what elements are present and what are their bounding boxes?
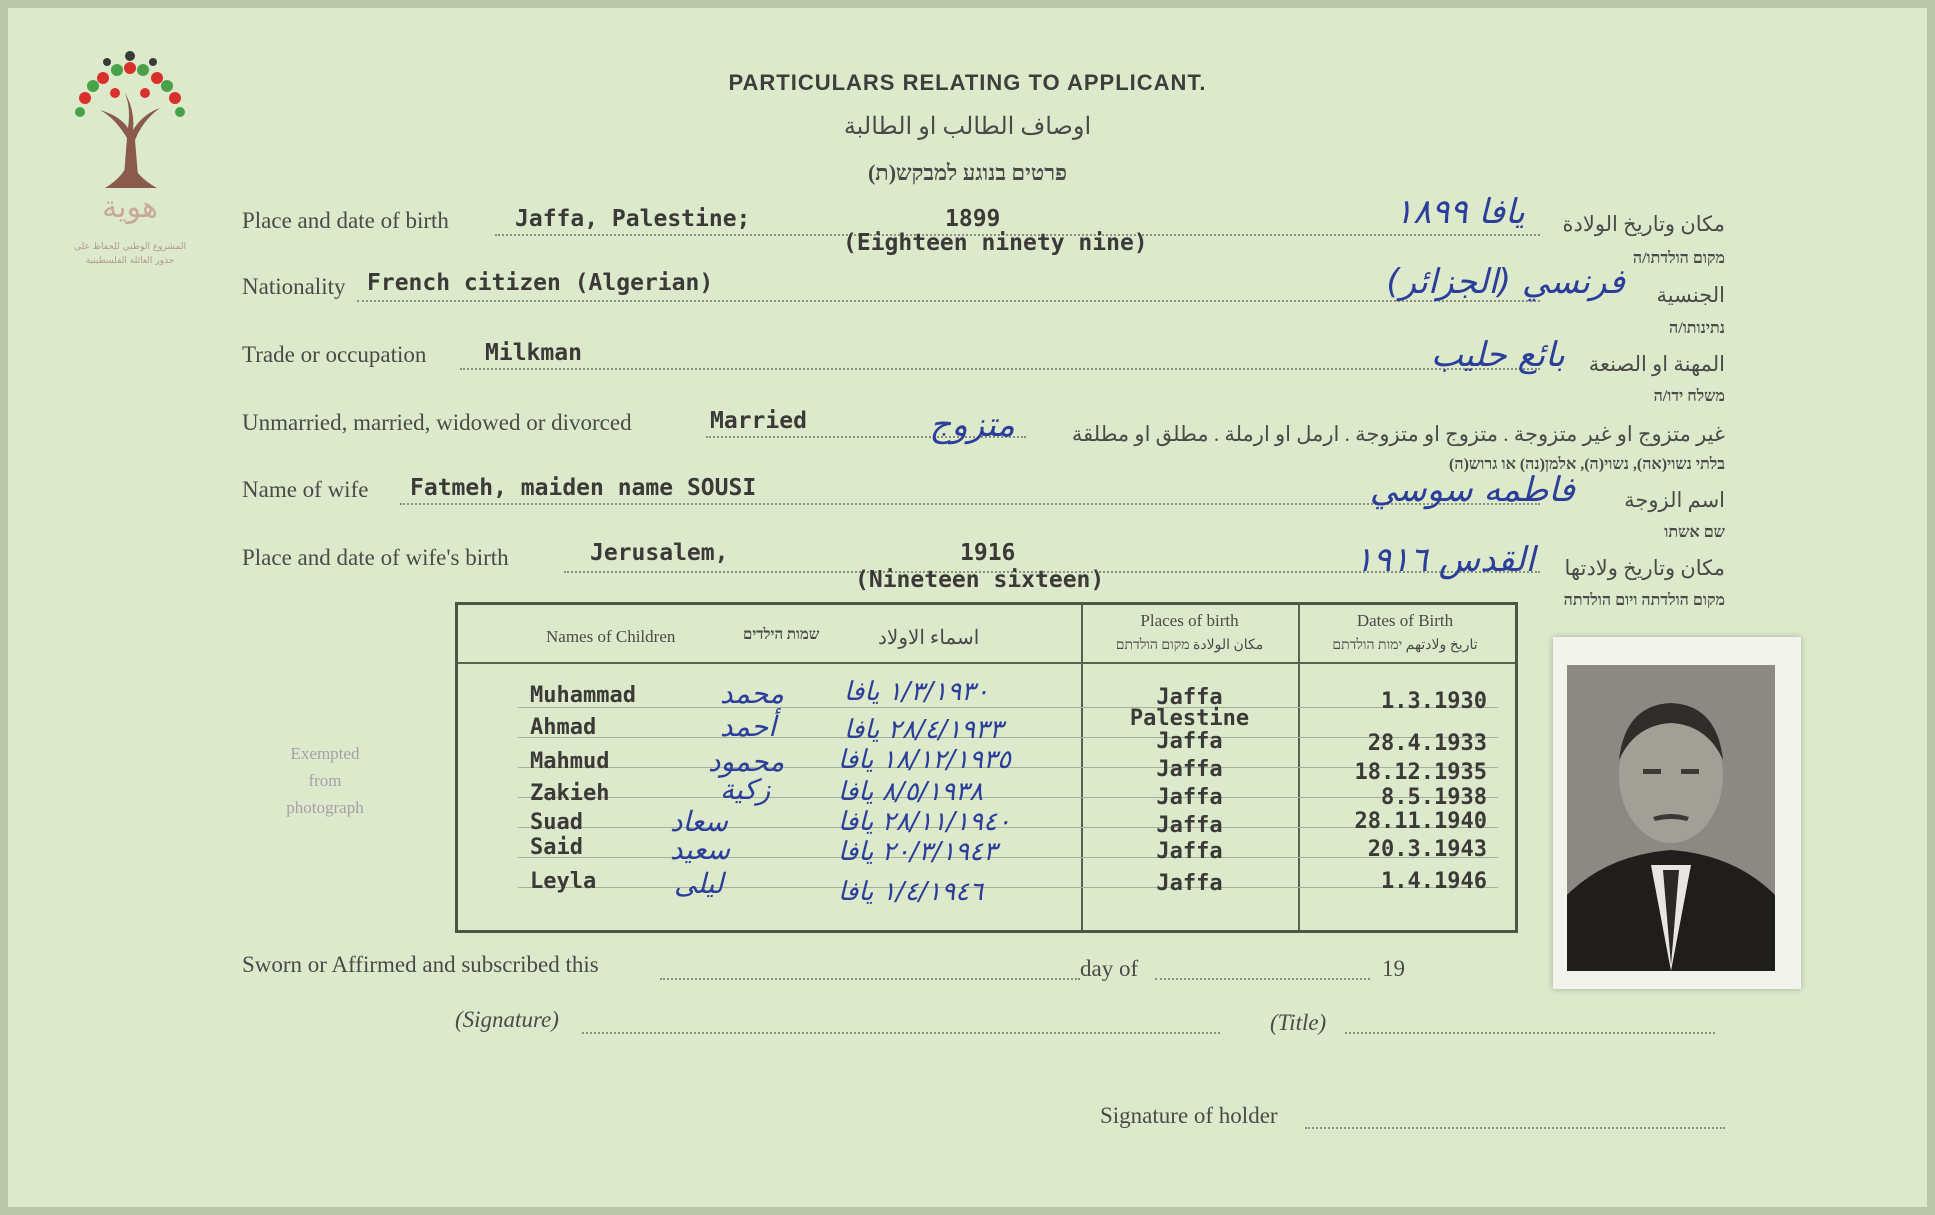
birth-label-hebrew: מקום הולדתו/ה [1632,250,1725,267]
wife-birth-label: Place and date of wife's birth [242,545,509,570]
logo-tagline-2: جذور العائلة الفلسطينية [85,256,175,266]
marital-handwritten: متزوج [929,405,1015,445]
year-prefix: 19 [1382,956,1405,981]
child-dob-arabic: ١/٣/١٩٣٠ يافا [844,677,990,707]
nationality-handwritten: فرنسي (الجزائر) [1386,262,1625,302]
nationality-dotted-line [357,300,1540,302]
birth-year-value: 1899 [945,206,1001,232]
marital-label-hebrew: בלתי נשוי(אה), נשוי(ה), אלמן(נה) או גרוש(ה) [1449,456,1725,473]
wife-label-arabic: اسم الزوجة [1624,488,1725,512]
nationality-label: Nationality [242,274,346,299]
row-rule [518,887,1498,888]
stamp-line: from [308,771,342,790]
birth-place-value: Jaffa, Palestine; [515,206,751,232]
child-name: Suad [530,810,583,835]
wife-value: Fatmeh, maiden name SOUSI [410,475,757,501]
header-names-en: Names of Children [546,627,676,646]
title-dotted-line [1345,1032,1715,1034]
wife-handwritten: فاطمه سوسي [1369,470,1575,510]
photo-exemption-stamp [265,740,385,821]
marital-label-arabic: غير متزوج او غير متزوجة . متزوج او متزوجة . ارمل او ارملة . مطلق او مطلقة [1071,422,1725,446]
child-name-arabic: ليلى [674,867,724,900]
day-of-label: day of [1080,956,1139,981]
occupation-label: Trade or occupation [242,342,427,367]
title-label: (Title) [1270,1010,1327,1035]
header-dates-en: Dates of Birth [1356,611,1454,630]
occupation-label-arabic: المهنة او الصنعة [1588,352,1725,376]
form-title: PARTICULARS RELATING TO APPLICANT. [728,70,1207,95]
header-places-en: Places of birth [1140,611,1239,630]
birth-handwritten: يافا ١٨٩٩ [1394,192,1525,232]
sworn-label: Sworn or Affirmed and subscribed this [242,952,599,977]
child-birth-place: Jaffa [1156,729,1223,754]
row-rule [518,737,1498,738]
child-dob-arabic: ١/٤/١٩٤٦ يافا [838,877,984,907]
holder-signature-dotted-line [1305,1127,1725,1129]
child-dob-arabic: ٨/٥/١٩٣٨ يافا [838,777,984,807]
child-birth-place: Jaffa [1156,785,1223,810]
child-name-arabic: محمد [720,677,784,710]
occupation-value: Milkman [485,340,582,366]
header-places-sub: مكان الولادة מקום הולדתם [1115,638,1264,653]
child-name: Mahmud [530,749,610,774]
birth-year-words: (Eighteen ninety nine) [843,230,1148,256]
child-birth-date: 28.11.1940 [1354,809,1487,834]
child-birth-date: 20.3.1943 [1367,837,1487,862]
child-dob-arabic: ٢٠/٣/١٩٤٣ يافا [838,837,998,867]
nationality-label-arabic: الجنسية [1656,283,1725,307]
logo-name: هوية [102,190,158,225]
wife-birth-year-words: (Nineteen sixteen) [855,567,1105,593]
child-birth-date: 1.3.1930 [1381,689,1487,714]
occupation-label-hebrew: משלח ידו/ה [1653,388,1725,405]
wife-birth-label-hebrew: מקום הולדתה ויום הולדתה [1563,592,1725,609]
sworn-dotted-line [660,978,1080,980]
wife-label: Name of wife [242,477,369,502]
child-birth-date: 18.12.1935 [1354,760,1487,785]
holder-signature-label: Signature of holder [1100,1103,1278,1128]
signature-dotted-line [582,1032,1220,1034]
table-header-rule [458,662,1515,664]
nationality-value: French citizen (Algerian) [367,270,714,296]
child-birth-place-extra: Palestine [1129,706,1250,731]
wife-label-hebrew: שם אשתו [1664,524,1725,541]
stamp-line: Exempted [290,744,360,763]
child-birth-date: 8.5.1938 [1381,785,1487,810]
child-name: Ahmad [530,715,597,740]
stamp-line: photograph [286,798,364,817]
children-table [455,602,1518,933]
signature-label: (Signature) [455,1007,559,1032]
form-title-arabic: اوصاف الطالب او الطالبة [843,114,1092,140]
child-name-arabic: أحمد [720,710,776,743]
row-rule [518,797,1498,798]
marital-value: Married [710,408,807,434]
logo-tagline-1: المشروع الوطني للحفاظ على [73,242,186,252]
form-title-hebrew: פרטים בנוגע למבקש(ת) [867,160,1067,185]
occupation-handwritten: بائع حليب [1430,335,1565,375]
birth-label: Place and date of birth [242,208,449,233]
child-birth-place: Jaffa [1156,871,1223,896]
wife-birth-handwritten: القدس ١٩١٦ [1354,540,1535,580]
child-name: Zakieh [530,781,610,806]
child-dob-arabic: ١٨/١٢/١٩٣٥ يافا [838,745,1012,775]
child-name-arabic: سعاد [670,805,728,838]
row-rule [518,707,1498,708]
child-name-arabic: زكية [720,773,771,806]
row-rule [518,857,1498,858]
child-birth-place: Jaffa [1156,839,1223,864]
header-dates-sub: تاريخ ولادتهم ימות הולדתם [1332,638,1478,653]
child-dob-arabic: ٢٨/٤/١٩٣٣ يافا [844,715,1004,745]
child-dob-arabic: ٢٨/١١/١٩٤٠ يافا [838,807,1012,837]
wife-birth-place-value: Jerusalem, [590,540,729,566]
child-birth-place: Jaffa [1156,685,1223,710]
wife-birth-label-arabic: مكان وتاريخ ولادتها [1564,556,1725,580]
day-dotted-line [1155,978,1370,980]
child-birth-date: 1.4.1946 [1381,869,1487,894]
applicant-photo [1567,665,1775,971]
child-birth-place: Jaffa [1156,757,1223,782]
child-name: Leyla [530,869,597,894]
birth-label-arabic: مكان وتاريخ الولادة [1562,212,1725,236]
child-name: Muhammad [530,683,636,708]
child-name-arabic: محمود [708,745,785,778]
child-name-arabic: سعيد [670,833,731,866]
child-birth-place: Jaffa [1156,813,1223,838]
applicant-photo-frame [1553,637,1801,989]
header-names-ar: اسماء الاولاد [878,627,980,649]
marital-label: Unmarried, married, widowed or divorced [242,410,632,435]
header-names-he: שמות הילדים [743,627,820,643]
nationality-label-hebrew: נתינותו/ה [1669,320,1725,337]
portrait-image [1567,665,1775,971]
child-birth-date: 28.4.1933 [1367,731,1487,756]
child-name: Said [530,835,583,860]
wife-birth-year-value: 1916 [960,540,1016,566]
occupation-dotted-line [460,368,1540,370]
